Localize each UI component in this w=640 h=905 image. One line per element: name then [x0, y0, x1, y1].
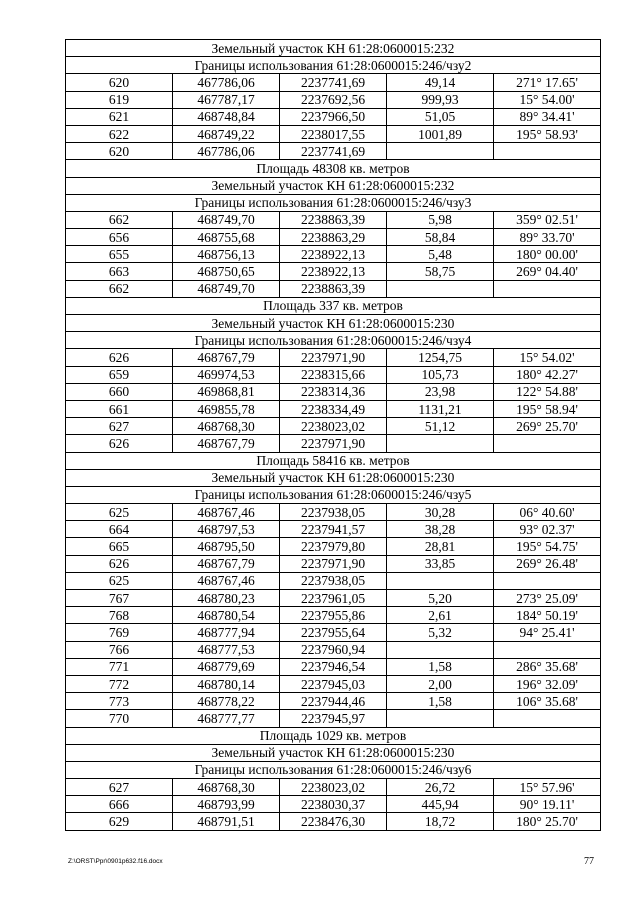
section-header-cell: Границы использования 61:28:0600015:246/чзу2 [66, 57, 601, 74]
distance-cell: 1254,75 [387, 349, 494, 366]
bearing-cell: 93° 02.37' [494, 521, 601, 538]
table-row [66, 658, 601, 675]
table-row [66, 211, 601, 228]
bearing-cell [494, 572, 601, 589]
x-coordinate-cell: 468795,50 [173, 538, 280, 555]
y-coordinate-cell: 2237971,90 [280, 555, 387, 572]
distance-cell: 30,28 [387, 504, 494, 521]
distance-cell [387, 641, 494, 658]
distance-cell [387, 435, 494, 452]
section-header-cell: Земельный участок КН 61:28:0600015:230 [66, 315, 601, 332]
distance-cell: 999,93 [387, 91, 494, 108]
table-row [66, 710, 601, 727]
bearing-cell: 269° 26.48' [494, 555, 601, 572]
section-header-row [66, 727, 601, 744]
x-coordinate-cell: 468748,84 [173, 108, 280, 125]
distance-cell: 1,58 [387, 693, 494, 710]
point-number-cell: 622 [66, 125, 173, 142]
x-coordinate-cell: 468756,13 [173, 246, 280, 263]
distance-cell: 5,98 [387, 211, 494, 228]
section-header-cell: Земельный участок КН 61:28:0600015:230 [66, 744, 601, 761]
bearing-cell: 06° 40.60' [494, 504, 601, 521]
table-row [66, 521, 601, 538]
y-coordinate-cell: 2237741,69 [280, 74, 387, 91]
y-coordinate-cell: 2237945,97 [280, 710, 387, 727]
x-coordinate-cell: 468779,69 [173, 658, 280, 675]
distance-cell [387, 143, 494, 160]
point-number-cell: 659 [66, 366, 173, 383]
table-row [66, 383, 601, 400]
distance-cell: 58,75 [387, 263, 494, 280]
x-coordinate-cell: 468791,51 [173, 813, 280, 830]
bearing-cell: 180° 00.00' [494, 246, 601, 263]
distance-cell: 18,72 [387, 813, 494, 830]
y-coordinate-cell: 2237979,80 [280, 538, 387, 555]
section-header-row [66, 40, 601, 57]
x-coordinate-cell: 468768,30 [173, 779, 280, 796]
x-coordinate-cell: 468797,53 [173, 521, 280, 538]
x-coordinate-cell: 469855,78 [173, 400, 280, 417]
table-row [66, 349, 601, 366]
y-coordinate-cell: 2238863,39 [280, 280, 387, 297]
table-row [66, 91, 601, 108]
section-header-row [66, 315, 601, 332]
y-coordinate-cell: 2237955,64 [280, 624, 387, 641]
point-number-cell: 664 [66, 521, 173, 538]
point-number-cell: 772 [66, 675, 173, 692]
bearing-cell: 94° 25.41' [494, 624, 601, 641]
distance-cell: 5,32 [387, 624, 494, 641]
table-row [66, 400, 601, 417]
x-coordinate-cell: 467786,06 [173, 74, 280, 91]
y-coordinate-cell: 2237692,56 [280, 91, 387, 108]
distance-cell: 1001,89 [387, 125, 494, 142]
distance-cell [387, 572, 494, 589]
x-coordinate-cell: 468767,46 [173, 504, 280, 521]
point-number-cell: 625 [66, 572, 173, 589]
bearing-cell: 359° 02.51' [494, 211, 601, 228]
bearing-cell: 15° 57.96' [494, 779, 601, 796]
y-coordinate-cell: 2238315,66 [280, 366, 387, 383]
section-header-row [66, 744, 601, 761]
distance-cell: 1131,21 [387, 400, 494, 417]
x-coordinate-cell: 468778,22 [173, 693, 280, 710]
table-row [66, 590, 601, 607]
distance-cell: 33,85 [387, 555, 494, 572]
y-coordinate-cell: 2238023,02 [280, 418, 387, 435]
y-coordinate-cell: 2237946,54 [280, 658, 387, 675]
bearing-cell [494, 280, 601, 297]
x-coordinate-cell: 469868,81 [173, 383, 280, 400]
bearing-cell: 15° 54.02' [494, 349, 601, 366]
point-number-cell: 767 [66, 590, 173, 607]
y-coordinate-cell: 2237938,05 [280, 572, 387, 589]
y-coordinate-cell: 2237938,05 [280, 504, 387, 521]
bearing-cell: 195° 54.75' [494, 538, 601, 555]
point-number-cell: 627 [66, 779, 173, 796]
table-row [66, 280, 601, 297]
footer-file-path: Z:\ORST\Ppr\0901p632.f16.docx [68, 858, 163, 865]
point-number-cell: 620 [66, 74, 173, 91]
point-number-cell: 629 [66, 813, 173, 830]
point-number-cell: 773 [66, 693, 173, 710]
distance-cell: 1,58 [387, 658, 494, 675]
section-header-row [66, 469, 601, 486]
table-row [66, 229, 601, 246]
bearing-cell: 122° 54.88' [494, 383, 601, 400]
bearing-cell: 184° 50.19' [494, 607, 601, 624]
distance-cell: 445,94 [387, 796, 494, 813]
distance-cell: 105,73 [387, 366, 494, 383]
section-header-row [66, 452, 601, 469]
point-number-cell: 665 [66, 538, 173, 555]
x-coordinate-cell: 468780,23 [173, 590, 280, 607]
table-row [66, 675, 601, 692]
point-number-cell: 771 [66, 658, 173, 675]
section-header-cell: Границы использования 61:28:0600015:246/чзу6 [66, 761, 601, 778]
table-row [66, 263, 601, 280]
x-coordinate-cell: 468749,22 [173, 125, 280, 142]
distance-cell: 26,72 [387, 779, 494, 796]
table-row [66, 435, 601, 452]
section-header-cell: Земельный участок КН 61:28:0600015:232 [66, 177, 601, 194]
y-coordinate-cell: 2238476,30 [280, 813, 387, 830]
table-row [66, 246, 601, 263]
point-number-cell: 656 [66, 229, 173, 246]
point-number-cell: 662 [66, 280, 173, 297]
table-row [66, 143, 601, 160]
page-number: 77 [584, 856, 594, 867]
distance-cell [387, 280, 494, 297]
distance-cell: 23,98 [387, 383, 494, 400]
y-coordinate-cell: 2238334,49 [280, 400, 387, 417]
section-header-row [66, 332, 601, 349]
y-coordinate-cell: 2237941,57 [280, 521, 387, 538]
point-number-cell: 666 [66, 796, 173, 813]
bearing-cell: 269° 25.70' [494, 418, 601, 435]
table-row [66, 624, 601, 641]
distance-cell: 5,48 [387, 246, 494, 263]
table-row [66, 555, 601, 572]
point-number-cell: 768 [66, 607, 173, 624]
bearing-cell: 269° 04.40' [494, 263, 601, 280]
x-coordinate-cell: 468767,79 [173, 435, 280, 452]
section-header-row [66, 297, 601, 314]
bearing-cell: 180° 25.70' [494, 813, 601, 830]
point-number-cell: 660 [66, 383, 173, 400]
bearing-cell [494, 641, 601, 658]
point-number-cell: 621 [66, 108, 173, 125]
section-header-row [66, 486, 601, 503]
point-number-cell: 770 [66, 710, 173, 727]
x-coordinate-cell: 468780,14 [173, 675, 280, 692]
distance-cell: 51,05 [387, 108, 494, 125]
section-header-cell: Земельный участок КН 61:28:0600015:230 [66, 469, 601, 486]
distance-cell: 49,14 [387, 74, 494, 91]
x-coordinate-cell: 468777,53 [173, 641, 280, 658]
y-coordinate-cell: 2238863,39 [280, 211, 387, 228]
section-header-row [66, 160, 601, 177]
x-coordinate-cell: 468767,79 [173, 555, 280, 572]
x-coordinate-cell: 468777,94 [173, 624, 280, 641]
table-row [66, 572, 601, 589]
section-header-cell: Площадь 1029 кв. метров [66, 727, 601, 744]
table-row [66, 779, 601, 796]
section-header-row [66, 57, 601, 74]
bearing-cell: 89° 33.70' [494, 229, 601, 246]
y-coordinate-cell: 2237960,94 [280, 641, 387, 658]
y-coordinate-cell: 2238863,29 [280, 229, 387, 246]
y-coordinate-cell: 2238017,55 [280, 125, 387, 142]
y-coordinate-cell: 2237971,90 [280, 349, 387, 366]
table-row [66, 74, 601, 91]
bearing-cell: 90° 19.11' [494, 796, 601, 813]
x-coordinate-cell: 468777,77 [173, 710, 280, 727]
y-coordinate-cell: 2238030,37 [280, 796, 387, 813]
distance-cell: 28,81 [387, 538, 494, 555]
bearing-cell: 286° 35.68' [494, 658, 601, 675]
y-coordinate-cell: 2237961,05 [280, 590, 387, 607]
x-coordinate-cell: 467787,17 [173, 91, 280, 108]
section-header-cell: Границы использования 61:28:0600015:246/чзу4 [66, 332, 601, 349]
y-coordinate-cell: 2237741,69 [280, 143, 387, 160]
coordinates-table [65, 39, 601, 831]
distance-cell: 2,00 [387, 675, 494, 692]
distance-cell: 38,28 [387, 521, 494, 538]
x-coordinate-cell: 468749,70 [173, 280, 280, 297]
x-coordinate-cell: 468755,68 [173, 229, 280, 246]
distance-cell: 2,61 [387, 607, 494, 624]
point-number-cell: 662 [66, 211, 173, 228]
bearing-cell: 106° 35.68' [494, 693, 601, 710]
section-header-cell: Земельный участок КН 61:28:0600015:232 [66, 40, 601, 57]
section-header-cell: Площадь 337 кв. метров [66, 297, 601, 314]
point-number-cell: 627 [66, 418, 173, 435]
x-coordinate-cell: 468750,65 [173, 263, 280, 280]
bearing-cell: 15° 54.00' [494, 91, 601, 108]
distance-cell [387, 710, 494, 727]
bearing-cell [494, 435, 601, 452]
section-header-cell: Границы использования 61:28:0600015:246/чзу5 [66, 486, 601, 503]
table-row [66, 418, 601, 435]
table-row [66, 108, 601, 125]
x-coordinate-cell: 469974,53 [173, 366, 280, 383]
table-row [66, 607, 601, 624]
y-coordinate-cell: 2237971,90 [280, 435, 387, 452]
bearing-cell: 196° 32.09' [494, 675, 601, 692]
table-row [66, 641, 601, 658]
section-header-row [66, 177, 601, 194]
x-coordinate-cell: 468768,30 [173, 418, 280, 435]
distance-cell: 51,12 [387, 418, 494, 435]
bearing-cell: 89° 34.41' [494, 108, 601, 125]
point-number-cell: 769 [66, 624, 173, 641]
y-coordinate-cell: 2237944,46 [280, 693, 387, 710]
bearing-cell: 180° 42.27' [494, 366, 601, 383]
bearing-cell: 195° 58.94' [494, 400, 601, 417]
bearing-cell: 271° 17.65' [494, 74, 601, 91]
x-coordinate-cell: 468767,46 [173, 572, 280, 589]
y-coordinate-cell: 2237966,50 [280, 108, 387, 125]
table-row [66, 125, 601, 142]
x-coordinate-cell: 467786,06 [173, 143, 280, 160]
x-coordinate-cell: 468793,99 [173, 796, 280, 813]
point-number-cell: 620 [66, 143, 173, 160]
section-header-cell: Площадь 48308 кв. метров [66, 160, 601, 177]
section-header-row [66, 761, 601, 778]
section-header-cell: Границы использования 61:28:0600015:246/чзу3 [66, 194, 601, 211]
y-coordinate-cell: 2237955,86 [280, 607, 387, 624]
point-number-cell: 626 [66, 555, 173, 572]
table-row [66, 366, 601, 383]
bearing-cell [494, 143, 601, 160]
table-row [66, 813, 601, 830]
y-coordinate-cell: 2238023,02 [280, 779, 387, 796]
y-coordinate-cell: 2238922,13 [280, 246, 387, 263]
table-row [66, 796, 601, 813]
distance-cell: 58,84 [387, 229, 494, 246]
point-number-cell: 661 [66, 400, 173, 417]
bearing-cell [494, 710, 601, 727]
point-number-cell: 766 [66, 641, 173, 658]
point-number-cell: 655 [66, 246, 173, 263]
bearing-cell: 273° 25.09' [494, 590, 601, 607]
point-number-cell: 625 [66, 504, 173, 521]
bearing-cell: 195° 58.93' [494, 125, 601, 142]
section-header-cell: Площадь 58416 кв. метров [66, 452, 601, 469]
y-coordinate-cell: 2237945,03 [280, 675, 387, 692]
table-row [66, 693, 601, 710]
section-header-row [66, 194, 601, 211]
point-number-cell: 663 [66, 263, 173, 280]
point-number-cell: 626 [66, 349, 173, 366]
x-coordinate-cell: 468780,54 [173, 607, 280, 624]
distance-cell: 5,20 [387, 590, 494, 607]
coordinates-table-body [66, 40, 601, 831]
y-coordinate-cell: 2238314,36 [280, 383, 387, 400]
table-row [66, 538, 601, 555]
x-coordinate-cell: 468749,70 [173, 211, 280, 228]
point-number-cell: 619 [66, 91, 173, 108]
point-number-cell: 626 [66, 435, 173, 452]
x-coordinate-cell: 468767,79 [173, 349, 280, 366]
y-coordinate-cell: 2238922,13 [280, 263, 387, 280]
table-row [66, 504, 601, 521]
